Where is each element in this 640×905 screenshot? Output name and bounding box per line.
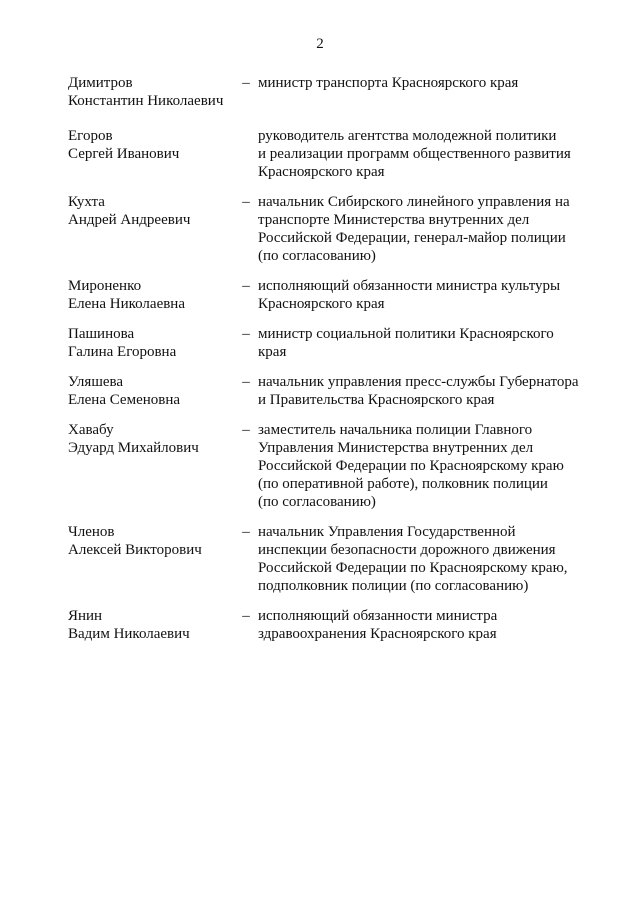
- member-role: [258, 325, 598, 361]
- member-surname: Мироненко: [68, 278, 142, 294]
- member-given-names: Елена Николаевна: [68, 296, 185, 312]
- member-surname: Пашинова: [68, 326, 135, 342]
- member-role: [258, 607, 598, 643]
- member-entry: [68, 193, 598, 265]
- member-name: [68, 325, 234, 361]
- role-line: Красноярского края: [258, 164, 385, 180]
- role-line: (по оперативной работе), полковник полиции: [258, 476, 548, 492]
- member-given-names: Вадим Николаевич: [68, 626, 190, 642]
- member-surname: Членов: [68, 524, 115, 540]
- role-line: Российской Федерации по Красноярскому краю,: [258, 560, 568, 576]
- role-line: края: [258, 344, 287, 360]
- role-line: министр транспорта Красноярского края: [258, 75, 519, 91]
- member-entry: [68, 523, 598, 595]
- member-name: [68, 523, 234, 559]
- member-name: [68, 277, 234, 313]
- role-line: инспекции безопасности дорожного движения: [258, 542, 556, 558]
- member-surname: Янин: [68, 608, 103, 624]
- member-role: [258, 127, 598, 181]
- member-entry: [68, 277, 598, 313]
- role-line: начальник управления пресс-службы Губернатора: [258, 374, 579, 390]
- role-line: Красноярского края: [258, 296, 385, 312]
- role-line: и Правительства Красноярского края: [258, 392, 495, 408]
- role-line: здравоохранения Красноярского края: [258, 626, 497, 642]
- page-number: 2: [316, 36, 324, 52]
- role-line: министр социальной политики Красноярского: [258, 326, 554, 342]
- member-name: [68, 127, 234, 163]
- member-role: [258, 421, 598, 511]
- member-entry: [68, 421, 598, 511]
- role-line: транспорте Министерства внутренних дел: [258, 212, 530, 228]
- dash-separator: –: [242, 326, 250, 342]
- member-surname: Егоров: [68, 128, 113, 144]
- dash-separator: –: [242, 278, 250, 294]
- member-role: [258, 523, 598, 595]
- role-line: Управления Министерства внутренних дел: [258, 440, 534, 456]
- role-line: Российской Федерации по Красноярскому краю: [258, 458, 564, 474]
- member-given-names: Эдуард Михайлович: [68, 440, 199, 456]
- member-list: [68, 74, 598, 643]
- member-name: [68, 607, 234, 643]
- role-line: и реализации программ общественного развития: [258, 146, 571, 162]
- dash-separator: –: [242, 608, 250, 624]
- member-given-names: Елена Семеновна: [68, 392, 181, 408]
- member-given-names: Алексей Викторович: [68, 542, 202, 558]
- member-given-names: Сергей Иванович: [68, 146, 180, 162]
- role-line: Российской Федерации, генерал-майор полиции: [258, 230, 566, 246]
- role-line: исполняющий обязанности министра культуры: [258, 278, 561, 294]
- member-name: [68, 74, 234, 110]
- member-role: [258, 193, 598, 265]
- member-name: [68, 421, 234, 457]
- member-entry: [68, 373, 598, 409]
- member-role: [258, 74, 598, 92]
- member-given-names: Константин Николаевич: [68, 93, 224, 109]
- member-surname: Кухта: [68, 194, 105, 210]
- member-name: [68, 373, 234, 409]
- role-line: руководитель агентства молодежной политики: [258, 128, 557, 144]
- dash-separator: –: [242, 194, 250, 210]
- dash-separator: –: [242, 374, 250, 390]
- member-role: [258, 373, 598, 409]
- member-given-names: Андрей Андреевич: [68, 212, 191, 228]
- member-entry: [68, 74, 598, 110]
- role-line: исполняющий обязанности министра: [258, 608, 498, 624]
- role-line: начальник Сибирского линейного управления на: [258, 194, 570, 210]
- member-entry: [68, 607, 598, 643]
- role-line: подполковник полиции (по согласованию): [258, 578, 529, 594]
- role-line: (по согласованию): [258, 494, 376, 510]
- member-entry: [68, 325, 598, 361]
- dash-separator: –: [242, 422, 250, 438]
- member-surname: Уляшева: [68, 374, 124, 390]
- member-given-names: Галина Егоровна: [68, 344, 177, 360]
- member-entry: [68, 127, 598, 181]
- role-line: (по согласованию): [258, 248, 376, 264]
- role-line: начальник Управления Государственной: [258, 524, 516, 540]
- member-surname: Димитров: [68, 75, 133, 91]
- member-role: [258, 277, 598, 313]
- dash-separator: –: [242, 75, 250, 91]
- dash-separator: –: [242, 524, 250, 540]
- member-surname: Хавабу: [68, 422, 114, 438]
- member-name: [68, 193, 234, 229]
- role-line: заместитель начальника полиции Главного: [258, 422, 533, 438]
